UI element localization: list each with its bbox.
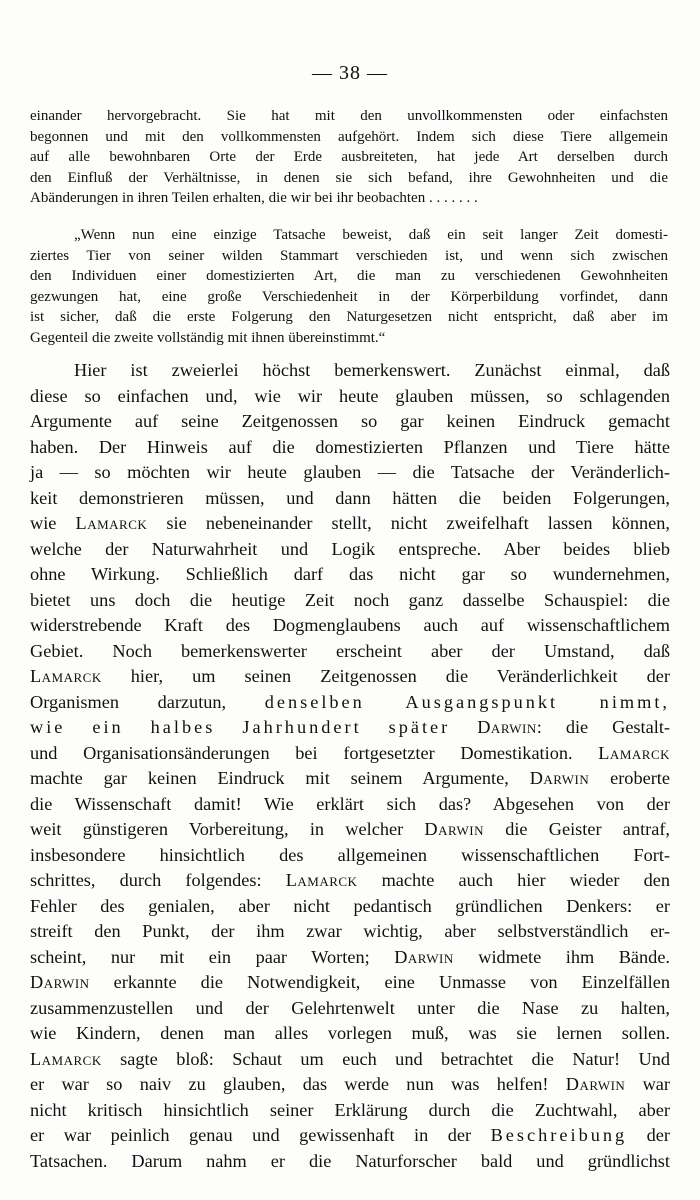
quote-continuation	[30, 106, 668, 209]
text-run: machte gar keinen Eindruck mit seinem Argumente,	[30, 768, 530, 788]
author-name: Lamarck	[75, 513, 148, 533]
quote-line: den Einfluß der Verhältnisse, in denen sie sich befand, ihre Gewohnheiten und die	[30, 169, 668, 186]
author-name: Lamarck	[30, 1048, 102, 1069]
text-run: machte auch hier wieder den	[357, 870, 670, 890]
text-run: war	[625, 1074, 670, 1094]
text-line: welche der Naturwahrheit und Logik entspreche. Aber beides blieb	[30, 538, 670, 559]
quote-line: „Wenn nun eine einzige Tatsache beweist, daß ein seit langer Zeit domesti-	[74, 227, 668, 243]
text-line	[30, 766, 670, 792]
author-name: Darwin	[477, 717, 537, 737]
quote-line: begonnen und mit den vollkommensten aufgehört. Indem sich diese Tiere allgemein	[30, 128, 668, 145]
text-line: die Wissenschaft damit! Wie erklärt sich das? Abgesehen von der	[30, 793, 670, 814]
author-name: Darwin	[565, 1074, 626, 1094]
author-name: Darwin	[529, 768, 590, 788]
author-name: Darwin	[30, 972, 90, 992]
page-number: — 38 —	[312, 62, 388, 84]
text-run: die Geister antraf,	[483, 819, 671, 839]
text-run: schrittes, durch folgendes:	[30, 870, 286, 890]
author-name: Lamarck	[598, 742, 670, 763]
text-line	[30, 1123, 670, 1149]
text-line: Argumente auf seine Zeitgenossen so gar keinen Eindruck gemacht	[30, 411, 670, 431]
quote-line: den Individuen einer domestizierten Art, die man zu verschiedenen Gewohnheiten	[30, 268, 668, 285]
text-line	[30, 817, 670, 843]
author-name: Darwin	[394, 946, 454, 967]
text-line: insbesondere hinsichtlich des allgemeinen wissenschaftlichen Fort-	[30, 844, 670, 865]
text-line: zusammenzustellen und der Gelehrtenwelt unter die Nase zu halten,	[30, 997, 670, 1018]
author-name: Darwin	[424, 819, 484, 839]
text-line: keit demonstrieren müssen, und dann hätten die beiden Folgerungen,	[30, 487, 670, 508]
text-run: hier, um seinen Zeitgenossen die Veränderlichkeit der	[101, 666, 670, 686]
quote-line: Abänderungen in ihren Teilen erhalten, die wir bei ihr beobachten . . . . . . .	[30, 190, 478, 207]
emphasis-spaced: denselben Ausgangspunkt nimmt,	[264, 691, 670, 712]
text-line: diese so einfachen und, wie wir heute glauben müssen, so schlagenden	[30, 385, 670, 406]
text-line: haben. Der Hinweis auf die domestizierten Pflanzen und Tiere hätte	[30, 436, 670, 457]
text-line	[30, 511, 670, 537]
main-paragraph	[30, 358, 670, 1174]
text-line	[30, 741, 670, 767]
text-line	[30, 970, 670, 996]
text-line	[30, 690, 670, 716]
text-line: bietet uns doch die heutige Zeit noch ganz dasselbe Schauspiel: die	[30, 589, 670, 610]
text-run: sie nebeneinander stellt, nicht zweifelhaft lassen können,	[147, 513, 671, 533]
text-line: streift den Punkt, der ihm zwar wichtig, aber selbstverständlich er-	[30, 921, 670, 941]
text-line	[30, 945, 670, 971]
text-run: erkannte die Notwendigkeit, eine Unmasse von Einzelfällen	[89, 972, 670, 992]
text-run: der	[627, 1125, 670, 1145]
author-name: Lamarck	[285, 870, 358, 890]
quote-line: Gegenteil die zweite vollständig mit ihnen übereinstimmt.“	[30, 329, 386, 346]
quote-line: gezwungen hat, eine große Verschiedenheit in der Körperbildung vorfindet, dann	[30, 288, 668, 305]
text-run: er war so naiv zu glauben, das werde nun was helfen!	[30, 1074, 566, 1094]
text-line: Tatsachen. Darum nahm er die Naturforscher bald und gründlichst	[30, 1150, 670, 1171]
text-line: nicht kritisch hinsichtlich seiner Erklärung durch die Zuchtwahl, aber	[30, 1099, 670, 1120]
text-run: scheint, nur mit ein paar Worten;	[30, 946, 395, 967]
text-line: wie Kindern, denen man alles vorlegen muß, was sie lernen sollen.	[30, 1023, 670, 1043]
text-run: : die Gestalt-	[536, 717, 670, 737]
text-run: sagte bloß: Schaut um euch und betrachtet die Natur! Und	[101, 1048, 670, 1069]
author-name: Lamarck	[30, 666, 102, 686]
text-line: Gebiet. Noch bemerkenswerter erscheint aber der Umstand, daß	[30, 640, 670, 661]
text-run: wie	[30, 513, 76, 533]
text-line: Hier ist zweierlei höchst bemerkenswert. Zunächst einmal, daß	[74, 360, 670, 380]
text-run: er war peinlich genau und gewissenhaft in der	[30, 1125, 491, 1145]
text-line	[30, 1072, 670, 1098]
text-line: ja — so möchten wir heute glauben — die Tatsache der Veränderlich-	[30, 462, 670, 482]
text-line: widerstrebende Kraft des Dogmenglaubens auch auf wissenschaftlichem	[30, 615, 670, 635]
text-run: und Organisationsänderungen bei fortgesetzter Domestikation.	[30, 742, 599, 763]
text-line: ohne Wirkung. Schließlich darf das nicht gar so wundernehmen,	[30, 564, 670, 584]
text-run: eroberte	[589, 768, 670, 788]
quote-line: ziertes Tier von seiner wilden Stammart verschieden ist, und wenn sich zwischen	[30, 247, 668, 264]
text-run: weit günstigeren Vorbereitung, in welcher	[30, 819, 425, 839]
text-line	[30, 868, 670, 894]
quote-line: ist sicher, daß die erste Folgerung den Naturgesetzen nicht entspricht, daß aber im	[30, 309, 668, 326]
text-line	[30, 1047, 670, 1073]
text-line	[30, 715, 670, 741]
text-line	[30, 664, 670, 690]
quote-line: einander hervorgebracht. Sie hat mit den unvollkommensten oder einfachsten	[30, 108, 668, 124]
text-line: Fehler des genialen, aber nicht pedantisch gründlichen Denkers: er	[30, 895, 670, 916]
emphasis-spaced: wie ein halbes Jahrhundert später	[30, 717, 478, 737]
quote-second-paragraph	[30, 225, 668, 349]
text-run: Organismen darzutun,	[30, 691, 265, 712]
emphasis-spaced: Beschreibung	[490, 1125, 628, 1145]
text-run: widmete ihm Bände.	[453, 946, 670, 967]
quote-line: auf alle bewohnbaren Orte der Erde ausbreiteten, hat jede Art derselben durch	[30, 149, 668, 166]
